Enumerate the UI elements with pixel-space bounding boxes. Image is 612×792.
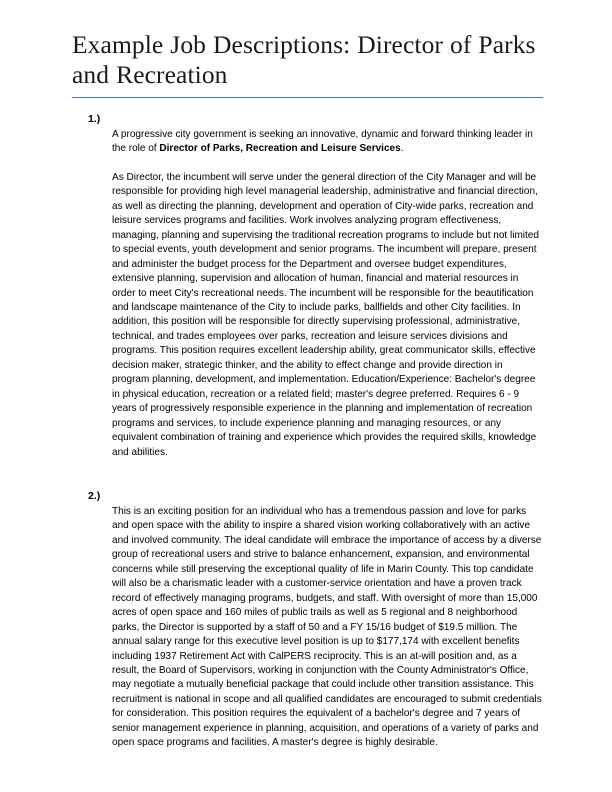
list-item (72, 489, 543, 751)
job-title-emphasis: Director of Parks, Recreation and Leisure Services (159, 143, 401, 155)
paragraph-lead-text: A progressive city government is seeking an innovative, dynamic and forward thinking leader in the role of (112, 129, 533, 155)
list-item-body (112, 112, 543, 460)
page-title: Example Job Descriptions: Director of Parks and Recreation (72, 30, 536, 89)
title-divider (72, 97, 543, 98)
paragraph-body: As Director, the incumbent will serve under the general direction of the City Manager and will be responsible for providing high level managerial leadership, administrative and financial direction, as well as directing the planning, development and operation of City-wide parks, recreation and leisure services programs and facilities. Work involves analyzing program effectiveness, managing, planning and supervising the traditional recreation programs to include but not limited to special events, youth development and senior programs. The incumbent will prepare, present and administer the budget process for the Department and oversee budget expenditures, extensive planning, supervision and allocation of human, financial and material resources in order to meet City's recreational needs. The incumbent will be responsible for the beautification and landscape maintenance of the City to include parks, ballfields and other City facilities. In addition, this position will be responsible for directly supervising professional, administrative, technical, and trades employees over parks, recreation and leisure services divisions and programs. This position requires excellent leadership ability, great communicator skills, effective decision maker, strategic thinker, and the ability to effect change and provide direction in program planning, development, and implementation. Education/Experience: Bachelor's degree in physical education, recreation or a related field; master's degree preferred. Requires 6 - 9 years of progressively responsible experience in the planning and implementation of recreation programs and services, to include experience planning and managing resources, or any equivalent combination of training and experience which provides the required skills, knowledge and abilities. (112, 171, 539, 458)
title-block (72, 30, 543, 106)
paragraph-body: This is an exciting position for an individual who has a tremendous passion and love for parks and open space with the ability to inspire a shared vision working collaboratively with an active and involved community. The ideal candidate will embrace the importance of access by a diverse group of recreational users and strive to balance enhancement, expansion, and environmental concerns while still preserving the exceptional quality of life in Marin County. This top candidate will also be a charismatic leader with a customer-service orientation and have a proven track record of effectively managing programs, budgets, and staff. With oversight of more than 15,000 acres of open space and 160 miles of public trails as well as 5 regional and 8 neighborhood parks, the Director is supported by a staff of 50 and a FY 15/16 budget of $19.5 million. The annual salary range for this executive level position is up to $177,174 with excellent benefits including 1937 Retirement Act with CalPERS reciprocity. This is an at-will position and, as a result, the Board of Supervisors, working in conjunction with the County Administrator's Office, may negotiate a mutually beneficial package that could include other transition assistance. This recruitment is national in scope and all qualified candidates are encouraged to submit credentials for consideration. This position requires the equivalent of a bachelor's degree and 7 years of senior management experience in planning, acquisition, and operations of a variety of parks and open space programs and facilities. A master's degree is highly desirable. (112, 505, 542, 749)
job-description-list (72, 112, 543, 751)
paragraph-intro (112, 128, 542, 157)
list-item-marker: 2.) (88, 489, 101, 502)
list-item (72, 112, 543, 460)
list-item-body (112, 489, 543, 751)
paragraph-tail-text: . (400, 143, 404, 155)
list-item-marker: 1.) (88, 113, 101, 125)
